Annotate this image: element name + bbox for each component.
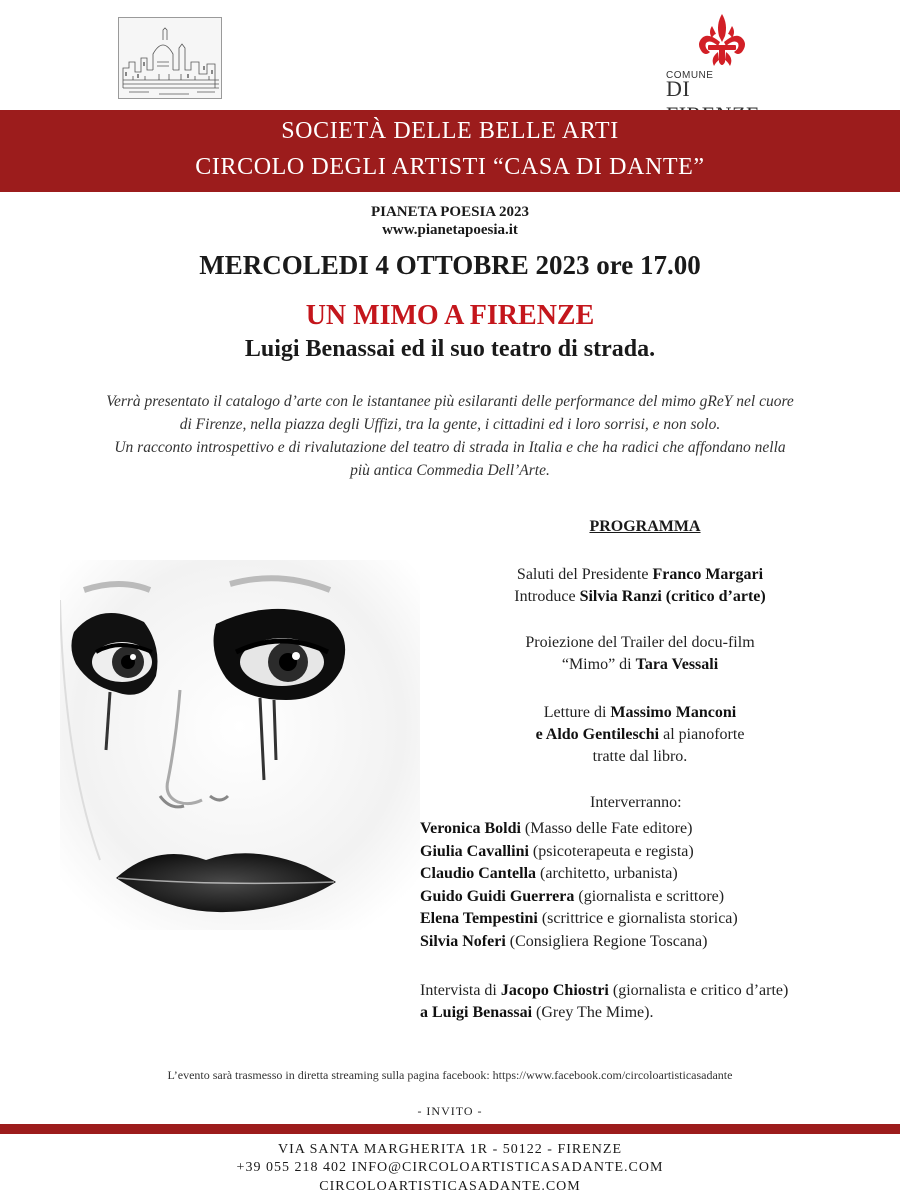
speaker-role: (Grey The Mime). [532, 1004, 654, 1021]
footer-contacts: +39 055 218 402 INFO@CIRCOLOARTISTICASADANTE.COM [236, 1160, 664, 1175]
festival-name: PIANETA POESIA 2023 [370, 204, 530, 220]
speaker-name: Veronica Boldi [420, 820, 521, 837]
speaker-role: (Masso delle Fate editore) [520, 820, 693, 837]
mime-face-image [60, 560, 420, 930]
program-text: tratte dal libro. [592, 748, 688, 765]
streaming-note: L’evento sarà trasmesso in diretta streaming sulla pagina facebook: https://www.facebook.com/circoloartisticasadante [167, 1068, 733, 1082]
header-band [0, 110, 900, 192]
comune-di-firenze-logo [660, 12, 780, 102]
description-line: di Firenze, nella piazza degli Uffizi, tra la gente, i cittadini ed i loro sorrisi, e non solo. [179, 416, 721, 433]
program-text: “Mimo” di [561, 656, 636, 673]
program-text: Intervista di [420, 982, 501, 999]
description-line: più antica Commedia Dell’Arte. [350, 462, 550, 479]
society-name: SOCIETÀ DELLE BELLE ARTI [281, 118, 619, 144]
speaker-name: e Aldo Gentileschi [535, 726, 660, 743]
footer-address: VIA SANTA MARGHERITA 1R - 50122 - FIRENZE [277, 1142, 623, 1157]
description-line: Verrà presentato il catalogo d’arte con le istantanee più esilaranti delle performance del mimo gReY nel cuore [106, 393, 794, 410]
florence-skyline-sketch-icon [119, 18, 222, 99]
program-text: al pianoforte [659, 726, 745, 743]
event-date: MERCOLEDI 4 OTTOBRE 2023 ore 17.00 [199, 250, 701, 280]
speaker-role: (giornalista e critico d’arte) [608, 982, 789, 999]
event-title: UN MIMO A FIRENZE [305, 300, 595, 331]
speaker-name: Tara Vessali [635, 656, 719, 673]
description-line: Un racconto introspettivo e di rivalutazione del teatro di strada in Italia e che ha radici che affondano nella [114, 439, 786, 456]
speaker-role: (giornalista e scrittore) [574, 887, 725, 905]
florence-lily-icon [694, 12, 750, 74]
speaker-name: Claudio Cantella [420, 865, 537, 882]
speaker-name: Franco Margari [652, 566, 764, 583]
speaker-name: Guido Guidi Guerrera [420, 887, 575, 905]
interview-block [420, 980, 890, 1024]
list-item [420, 908, 880, 931]
program-block-trailer [440, 632, 840, 676]
speaker-name: Silvia Ranzi (critico d’arte) [579, 588, 766, 605]
footer-divider [0, 1124, 900, 1134]
list-item [420, 886, 880, 909]
circle-name: CIRCOLO DEGLI ARTISTI “CASA DI DANTE” [195, 154, 705, 180]
program-text: Proiezione del Trailer del docu-film [525, 634, 755, 651]
speakers-list [420, 818, 880, 953]
speaker-name: Jacopo Chiostri [500, 982, 609, 999]
list-item [420, 931, 880, 954]
firenze-label: DI [666, 76, 691, 101]
event-subtitle: Luigi Benassai ed il suo teatro di strada. [244, 336, 656, 362]
speaker-name: a Luigi Benassai [420, 1004, 533, 1021]
list-item [420, 818, 880, 841]
speaker-role: (psicoterapeuta e regista) [528, 842, 694, 860]
program-text: Letture di [543, 704, 611, 721]
programma-heading: PROGRAMMA [589, 518, 701, 535]
program-block-greetings [440, 564, 840, 608]
florence-skyline-logo [118, 17, 222, 99]
list-item [420, 841, 880, 864]
speaker-role: (Consigliera Regione Toscana) [505, 932, 708, 950]
comune-label: COMUNE [666, 70, 714, 81]
speaker-role: (scrittrice e giornalista storica) [537, 910, 738, 927]
speaker-role: (architetto, urbanista) [536, 865, 678, 882]
speaker-name: Elena Tempestini [420, 910, 538, 927]
speaker-name: Massimo Manconi [610, 704, 737, 721]
footer-website: CIRCOLOARTISTICASADANTE.COM [319, 1179, 581, 1194]
program-text: Saluti del Presidente [516, 566, 653, 583]
list-item [420, 863, 880, 886]
festival-url: www.pianetapoesia.it [382, 222, 518, 238]
event-description [40, 390, 860, 482]
speaker-name: Silvia Noferi [420, 932, 506, 950]
invito-label: - INVITO - [417, 1104, 483, 1118]
program-text: Introduce [514, 588, 580, 605]
speakers-heading: Interverranno: [590, 794, 682, 811]
speaker-name: Giulia Cavallini [420, 842, 529, 860]
program-block-readings [440, 702, 840, 768]
